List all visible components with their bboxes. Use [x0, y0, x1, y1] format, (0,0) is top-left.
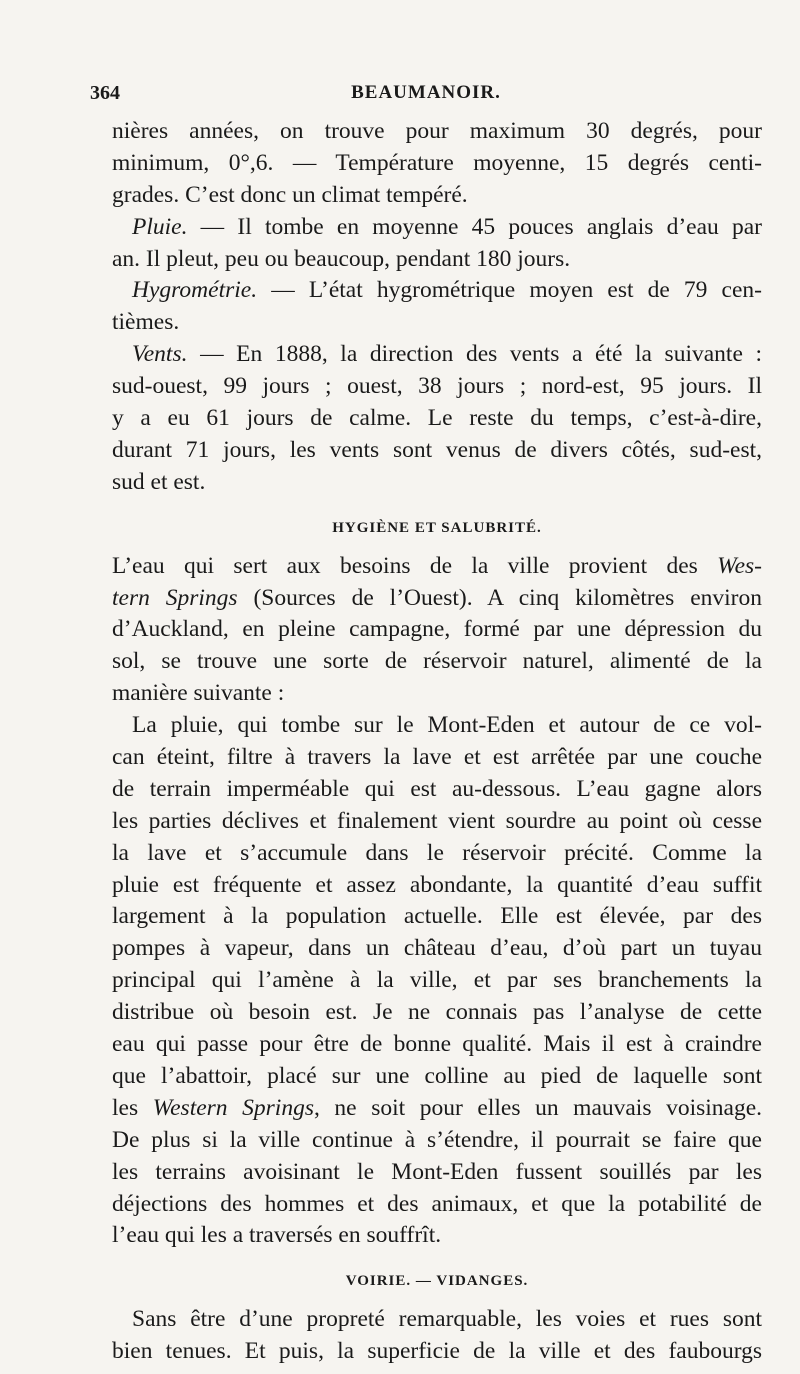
pluie-label: Pluie. [132, 213, 188, 240]
text-line: sol, se trouve une sorte de réservoir naturel, alimenté de la [112, 648, 762, 675]
text-line: largement à la population actuelle. Elle est élevée, par des [112, 903, 762, 930]
text-line: pompes à vapeur, dans un château d’eau, d’où part un tuyau [112, 935, 762, 962]
text-line: distribue où besoin est. Je ne connais pas l’analyse de cette [112, 999, 762, 1026]
text-line: que l’abattoir, placé sur une colline au pied de laquelle sont [112, 1062, 762, 1089]
text-line: les terrains avoisinant le Mont-Eden fussent souillés par les [112, 1158, 762, 1185]
section-heading-hygiene: HYGIÈNE ET SALUBRITÉ. [332, 519, 542, 536]
text-line: nières années, on trouve pour maximum 30 degrés, pour [112, 118, 762, 144]
hygrometrie-label: Hygrométrie. [132, 277, 258, 304]
text-line: les Western Springs, ne soit pour elles un mauvais voisinage. [112, 1094, 762, 1121]
section-heading-voirie: VOIRIE. — VIDANGES. [345, 1273, 529, 1290]
text-line: sud-ouest, 99 jours ; ouest, 38 jours ; nord-est, 95 jours. Il [112, 373, 762, 400]
text-line: eau qui passe pour être de bonne qualité. Mais il est à craindre [112, 1031, 762, 1058]
text-line: bien tenues. Et puis, la superficie de la ville et des faubourgs [112, 1338, 762, 1365]
text-line: manière suivante : [112, 680, 285, 707]
text-line: de terrain imperméable qui est au-dessous. L’eau gagne alors [112, 775, 762, 802]
text-line: can éteint, filtre à travers la lave et est arrêtée par une couche [112, 744, 762, 771]
text-line: pluie est fréquente et assez abondante, la quantité d’eau suffit [112, 871, 762, 898]
text-line: an. Il pleut, peu ou beaucoup, pendant 180 jours. [112, 245, 571, 272]
hygrometrie-paragraph-line: Hygrométrie. — L’état hygrométrique moyen est de 79 cen- [132, 277, 762, 304]
text-line: L’eau qui sert aux besoins de la ville provient des Wes- [112, 552, 762, 579]
text-line: durant 71 jours, les vents sont venus de divers côtés, sud-est, [112, 436, 762, 463]
text-line: les parties déclives et finalement vient sourdre au point où cesse [112, 807, 762, 834]
text-line: grades. C’est donc un climat tempéré. [112, 181, 468, 208]
text-line: déjections des hommes et des animaux, et que la potabilité de [112, 1190, 762, 1217]
vents-label: Vents. [132, 341, 188, 368]
running-title: BEAUMANOIR. [351, 82, 501, 103]
vents-paragraph-line: Vents. — En 1888, la direction des vents a été la suivante : [132, 341, 762, 368]
text-line: la lave et s’accumule dans le réservoir précité. Comme la [112, 839, 762, 866]
text-line: tern Springs (Sources de l’Ouest). A cinq kilomètres environ [112, 584, 762, 611]
text-line: minimum, 0°,6. — Température moyenne, 15 degrés centi- [112, 149, 762, 176]
text-line: sud et est. [112, 468, 206, 495]
text-line: Sans être d’une propreté remarquable, les voies et rues sont [132, 1306, 762, 1333]
text-line: y a eu 61 jours de calme. Le reste du temps, c’est-à-dire, [112, 405, 762, 432]
pluie-paragraph-line: Pluie. — Il tombe en moyenne 45 pouces anglais d’eau par [132, 213, 762, 240]
body-text [112, 116, 762, 1368]
text-line: principal qui l’amène à la ville, et par ses branchements la [112, 967, 762, 994]
text-line: De plus si la ville continue à s’étendre, il pourrait se faire que [112, 1126, 762, 1153]
page-header [90, 82, 762, 108]
text-line: tièmes. [112, 309, 180, 336]
text-line: d’Auckland, en pleine campagne, formé par une dépression du [112, 616, 762, 643]
text-line: l’eau qui les a traversés en souffrît. [112, 1222, 442, 1249]
page-number: 364 [90, 82, 120, 104]
text-line: La pluie, qui tombe sur le Mont-Eden et autour de ce vol- [132, 712, 762, 739]
